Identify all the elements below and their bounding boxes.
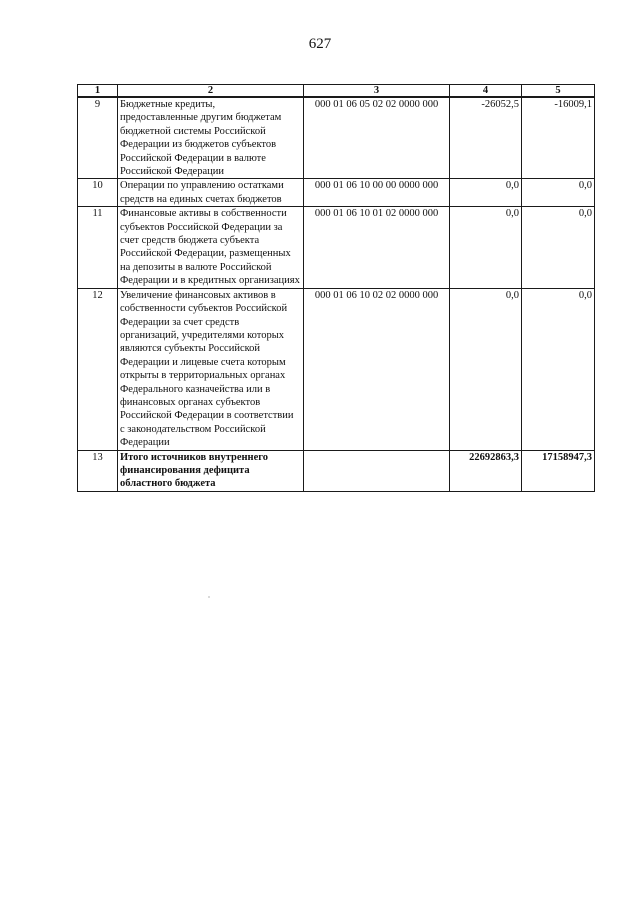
- page-number: 627: [308, 36, 332, 52]
- scan-speck: [208, 596, 210, 598]
- row-value-col4: 22692863,3: [450, 450, 522, 491]
- table-row: [78, 97, 595, 179]
- row-value-col5: 17158947,3: [522, 450, 595, 491]
- row-value-col4: -26052,5: [450, 97, 522, 179]
- row-value-col5: -16009,1: [522, 97, 595, 179]
- row-value-col5: 0,0: [522, 179, 595, 207]
- row-code: 000 01 06 10 01 02 0000 000: [304, 207, 450, 288]
- row-name: Итого источников внутреннего финансирования дефицита областного бюджета: [118, 450, 304, 491]
- table-row-total: [78, 450, 595, 491]
- row-name: Увеличение финансовых активов в собственности субъектов Российской Федерации за счет средств организаций, учредителями которых являются субъекты Российской Федерации и лицевые счета которым открыты в территориальных органах Федерального казначейства или в финансовых органах субъектов Российской Федерации в соответствии с законодательством Российской Федерации: [118, 288, 304, 450]
- table-header-row: [78, 85, 595, 98]
- row-code: 000 01 06 05 02 02 0000 000: [304, 97, 450, 179]
- column-header-5: 5: [522, 85, 595, 98]
- row-value-col5: 0,0: [522, 207, 595, 288]
- row-value-col4: 0,0: [450, 179, 522, 207]
- column-header-3: 3: [304, 85, 450, 98]
- column-header-2: 2: [118, 85, 304, 98]
- row-code: 000 01 06 10 02 02 0000 000: [304, 288, 450, 450]
- table-row: [78, 207, 595, 288]
- budget-table: [77, 84, 595, 492]
- row-value-col4: 0,0: [450, 288, 522, 450]
- row-value-col5: 0,0: [522, 288, 595, 450]
- row-name: Операции по управлению остатками средств на единых счетах бюджетов: [118, 179, 304, 207]
- table-row: [78, 288, 595, 450]
- row-code: [304, 450, 450, 491]
- row-number: 12: [78, 288, 118, 450]
- row-name: Финансовые активы в собственности субъектов Российской Федерации за счет средств бюджета субъекта Российской Федерации, размещенных на депозиты в валюте Российской Федерации и в кредитных организациях: [118, 207, 304, 288]
- row-number: 11: [78, 207, 118, 288]
- table-row: [78, 179, 595, 207]
- column-header-4: 4: [450, 85, 522, 98]
- row-number: 9: [78, 97, 118, 179]
- row-code: 000 01 06 10 00 00 0000 000: [304, 179, 450, 207]
- row-number: 13: [78, 450, 118, 491]
- column-header-1: 1: [78, 85, 118, 98]
- row-name: Бюджетные кредиты, предоставленные другим бюджетам бюджетной системы Российской Федерации из бюджетов субъектов Российской Федерации в валюте Российской Федерации: [118, 97, 304, 179]
- row-number: 10: [78, 179, 118, 207]
- row-value-col4: 0,0: [450, 207, 522, 288]
